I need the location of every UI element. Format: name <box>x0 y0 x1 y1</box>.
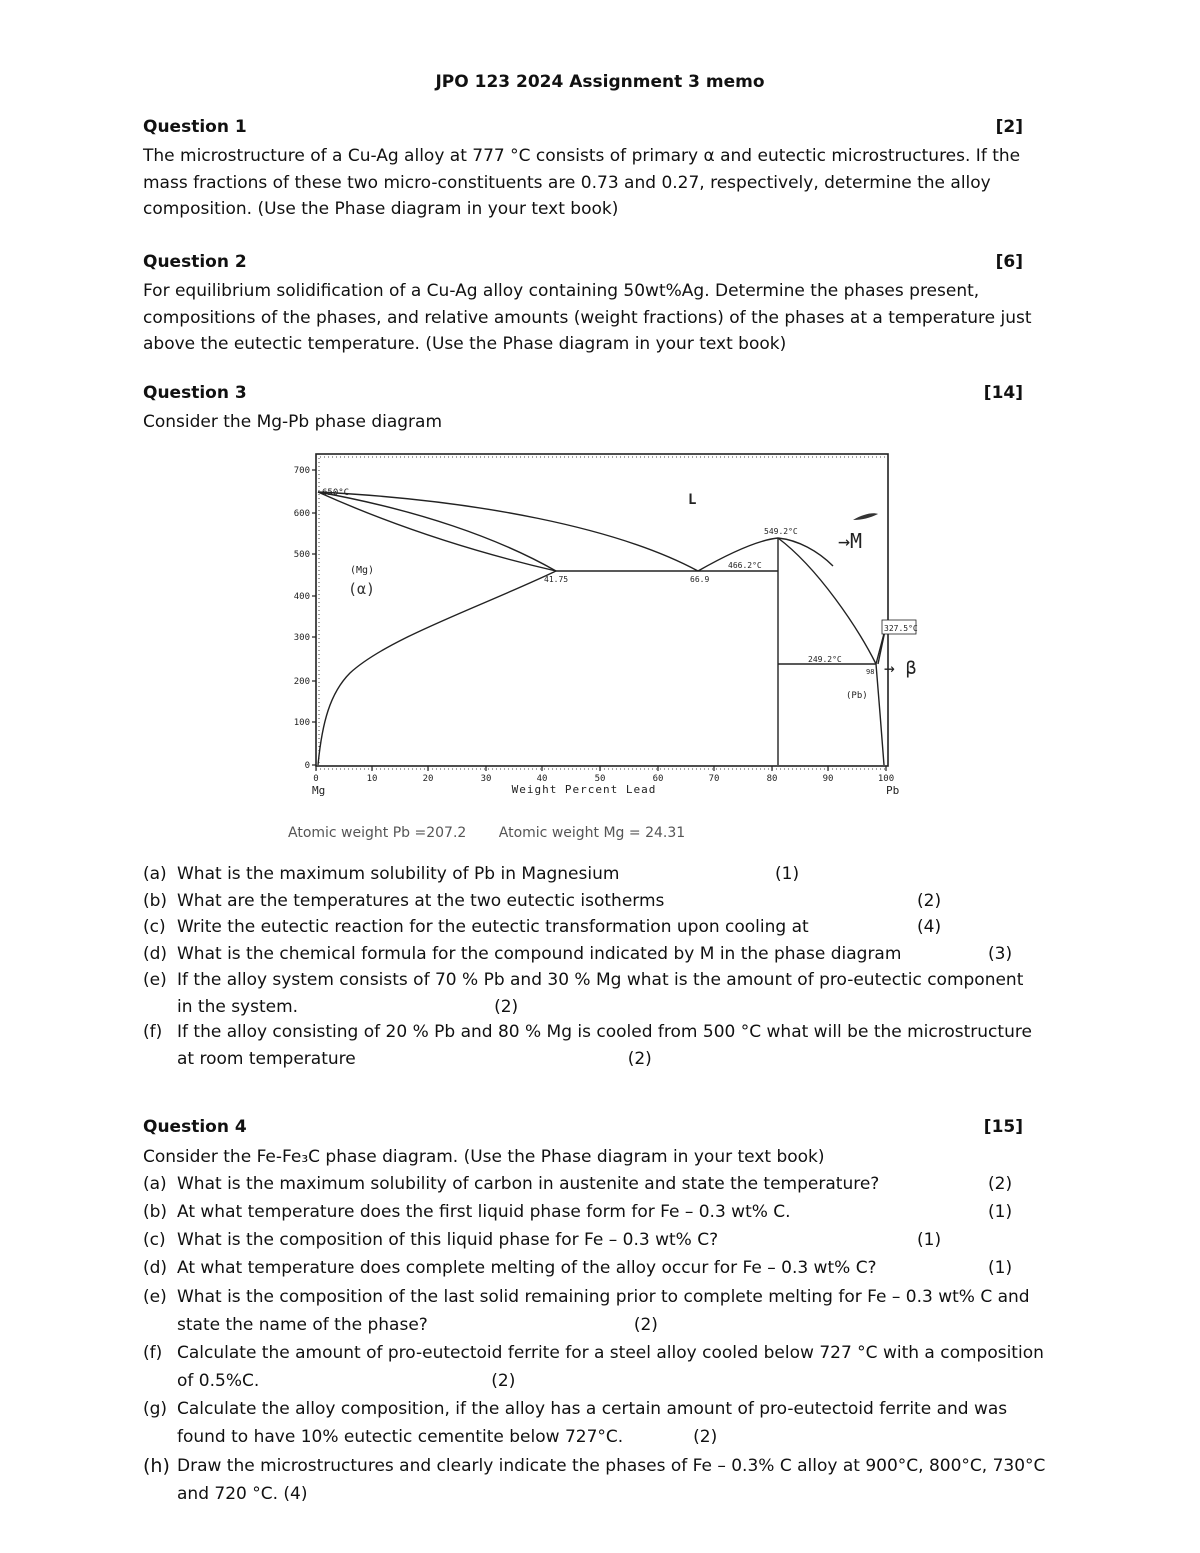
item-points: (2) <box>633 1315 658 1335</box>
y-tick-label: 700 <box>293 466 310 476</box>
question-2-line: compositions of the phases, and relative amounts (weight fractions) of the phases at a temperature just <box>143 307 1032 328</box>
question-1-line: composition. (Use the Phase diagram in your text book) <box>143 199 619 219</box>
item-text: What are the temperatures at the two eutectic isotherms <box>177 891 665 911</box>
q4-item-a <box>143 1171 1073 1198</box>
item-text: If the alloy system consists of 70 % Pb and 30 % Mg what is the amount of pro-eutectic component <box>177 970 1024 990</box>
question-1-line: mass fractions of these two micro-constituents are 0.73 and 0.27, respectively, determine the alloy <box>143 172 991 193</box>
y-tick-label: 100 <box>293 718 310 728</box>
item-points: (3) <box>988 944 1013 964</box>
question-4-heading <box>143 1117 1023 1137</box>
eutectic-1-composition: 41.75 <box>544 575 569 584</box>
item-text-cont <box>177 1423 1073 1451</box>
x-tick-label: 50 <box>594 774 606 784</box>
item-text: What is the chemical formula for the compound indicated by M in the phase diagram <box>177 944 902 964</box>
q3-item-c <box>143 914 1073 941</box>
y-tick-label: 500 <box>293 550 310 560</box>
question-1-marks: [2] <box>995 117 1023 137</box>
question-4-marks: [15] <box>983 1117 1023 1137</box>
mg-melt-label: 650°C <box>322 488 350 498</box>
beta-note: → β <box>884 658 917 679</box>
item-text: At what temperature does complete melting of the alloy occur for Fe – 0.3 wt% C? <box>177 1258 877 1278</box>
item-label: (g) <box>143 1399 168 1419</box>
item-points: (2) <box>693 1427 718 1447</box>
item-text-line2: and 720 °C. (4) <box>177 1484 308 1504</box>
mg-pb-phase-diagram <box>278 448 918 808</box>
compound-melt-label: 549.2°C <box>764 527 798 536</box>
item-text: Draw the microstructures and clearly indicate the phases of Fe – 0.3% C alloy at 900°C, 800°C, 730°C <box>177 1456 1046 1476</box>
item-points: (2) <box>627 1049 652 1069</box>
q3-item-a <box>143 861 1073 888</box>
page-title: JPO 123 2024 Assignment 3 memo <box>435 72 765 92</box>
item-label: (b) <box>143 1202 168 1222</box>
ink-mark <box>853 513 878 520</box>
x-tick-label: 30 <box>480 774 492 784</box>
question-2-text <box>143 278 1063 358</box>
question-3-intro: Consider the Mg-Pb phase diagram <box>143 412 443 432</box>
item-label: (h) <box>143 1455 170 1477</box>
diagram-frame <box>316 454 888 766</box>
item-points: (1) <box>917 1230 942 1250</box>
y-tick-label: 600 <box>293 509 310 519</box>
question-1-line: The microstructure of a Cu-Ag alloy at 777 °C consists of primary α and eutectic microstructures. If the <box>143 146 1021 166</box>
x-tick-label: 60 <box>652 774 664 784</box>
question-1-text <box>143 143 1063 223</box>
q3-item-b <box>143 888 1073 915</box>
atomic-weight-mg: Atomic weight Mg = 24.31 <box>498 825 686 841</box>
item-text-line2: in the system. <box>177 997 299 1017</box>
eutectic-3-temperature: 249.2°C <box>808 655 842 664</box>
q4-item-b <box>143 1199 1073 1226</box>
atomic-weight-pb: Atomic weight Pb =207.2 <box>288 825 467 841</box>
liquidus-compound-dome <box>698 538 833 571</box>
mg-phase-label: (Mg) <box>350 565 375 576</box>
solidus-mg <box>318 492 556 571</box>
item-text: What is the maximum solubility of Pb in Magnesium <box>177 864 620 884</box>
q4-item-g <box>143 1395 1073 1451</box>
item-label: (e) <box>143 970 167 990</box>
pb-phase-label: (Pb) <box>846 691 868 701</box>
x-left-label: Mg <box>312 784 326 797</box>
x-tick-label: 40 <box>536 774 548 784</box>
question-2-heading <box>143 252 1023 272</box>
item-text-cont <box>177 1046 1073 1073</box>
item-text: Calculate the alloy composition, if the alloy has a certain amount of pro-eutectoid ferrite and was <box>177 1399 1008 1419</box>
q4-item-f <box>143 1339 1073 1395</box>
item-text: Calculate the amount of pro-eutectoid ferrite for a steel alloy cooled below 727 °C with a composition <box>177 1343 1044 1363</box>
m-note: →M <box>838 529 863 553</box>
y-tick-label: 200 <box>293 677 310 687</box>
item-text: At what temperature does the first liquid phase form for Fe – 0.3 wt% C. <box>177 1202 791 1222</box>
question-4-intro: Consider the Fe-Fe₃C phase diagram. (Use the Phase diagram in your text book) <box>143 1147 825 1167</box>
item-label: (a) <box>143 1174 167 1194</box>
item-text-cont <box>177 994 1073 1021</box>
question-2-marks: [6] <box>995 252 1023 272</box>
liquid-region-label: L <box>688 492 697 508</box>
item-label: (d) <box>143 1258 168 1278</box>
item-points: (2) <box>988 1174 1013 1194</box>
atomic-weights <box>288 825 713 841</box>
item-text: What is the composition of the last solid remaining prior to complete melting for Fe – 0.3 wt% C and <box>177 1287 1030 1307</box>
question-3-marks: [14] <box>983 383 1023 403</box>
item-label: (e) <box>143 1287 167 1307</box>
item-text-line2: state the name of the phase? <box>177 1315 428 1335</box>
x-axis-label: Weight Percent Lead <box>511 783 657 796</box>
q4-item-h <box>143 1452 1073 1508</box>
item-text-line2: found to have 10% eutectic cementite below 727°C. <box>177 1427 624 1447</box>
eutectic-2-composition: 66.9 <box>690 575 710 584</box>
x-tick-label: 80 <box>766 774 778 784</box>
item-text-cont <box>177 1367 1073 1395</box>
x-tick-label: 0 <box>313 774 319 784</box>
q3-item-d <box>143 941 1073 968</box>
pb-melt-label: 327.5°C <box>884 624 918 633</box>
item-points: (2) <box>917 891 942 911</box>
item-points: (2) <box>491 1371 516 1391</box>
item-text: Write the eutectic reaction for the eutectic transformation upon cooling at <box>177 917 809 937</box>
y-tick-label: 300 <box>293 633 310 643</box>
q4-item-d <box>143 1255 1073 1282</box>
phase-boundaries <box>318 492 886 765</box>
item-points: (4) <box>917 917 942 937</box>
liquidus-compound-pb <box>778 538 876 664</box>
item-text: If the alloy consisting of 20 % Pb and 80 % Mg is cooled from 500 °C what will be the microstructure <box>177 1022 1032 1042</box>
item-label: (b) <box>143 891 168 911</box>
item-label: (f) <box>143 1022 163 1042</box>
eutectic-3-composition: 98 <box>866 668 875 676</box>
item-label: (a) <box>143 864 167 884</box>
x-tick-label: 20 <box>422 774 434 784</box>
y-tick-label: 0 <box>304 761 310 771</box>
item-points: (2) <box>494 997 519 1017</box>
x-tick-label: 70 <box>708 774 720 784</box>
solvus-pb <box>876 664 884 765</box>
item-label: (c) <box>143 1230 166 1250</box>
alpha-note: (α) <box>348 580 376 598</box>
liquidus-mg-side <box>318 492 556 571</box>
item-text-line2: at room temperature <box>177 1049 356 1069</box>
question-2-line: For equilibrium solidification of a Cu-Ag alloy containing 50wt%Ag. Determine the phases present, <box>143 281 980 301</box>
x-right-label: Pb <box>886 784 900 797</box>
question-4-title: Question 4 <box>143 1117 247 1137</box>
item-label: (f) <box>143 1343 163 1363</box>
x-tick-label: 100 <box>877 774 895 784</box>
question-1-title: Question 1 <box>143 117 247 137</box>
question-2-line: above the eutectic temperature. (Use the Phase diagram in your text book) <box>143 334 787 354</box>
eutectic-2-temperature: 466.2°C <box>728 561 762 570</box>
q4-item-c <box>143 1227 1073 1254</box>
y-tick-label: 400 <box>293 592 310 602</box>
item-label: (c) <box>143 917 166 937</box>
item-points: (1) <box>988 1202 1013 1222</box>
x-tick-label: 10 <box>366 774 378 784</box>
q3-item-f <box>143 1019 1073 1073</box>
item-label: (d) <box>143 944 168 964</box>
question-3-heading <box>143 383 1023 403</box>
item-points: (1) <box>988 1258 1013 1278</box>
x-tick-label: 90 <box>822 774 834 784</box>
item-points: (1) <box>775 864 800 884</box>
item-text-line2: of 0.5%C. <box>177 1371 260 1391</box>
question-2-title: Question 2 <box>143 252 247 272</box>
q3-item-e <box>143 967 1073 1021</box>
solvus-mg <box>318 571 556 765</box>
item-text: What is the maximum solubility of carbon in austenite and state the temperature? <box>177 1174 880 1194</box>
q4-item-e <box>143 1283 1073 1339</box>
item-text-cont <box>177 1311 1073 1339</box>
question-1-heading <box>143 117 1023 137</box>
question-3-title: Question 3 <box>143 383 247 403</box>
item-text: What is the composition of this liquid phase for Fe – 0.3 wt% C? <box>177 1230 719 1250</box>
